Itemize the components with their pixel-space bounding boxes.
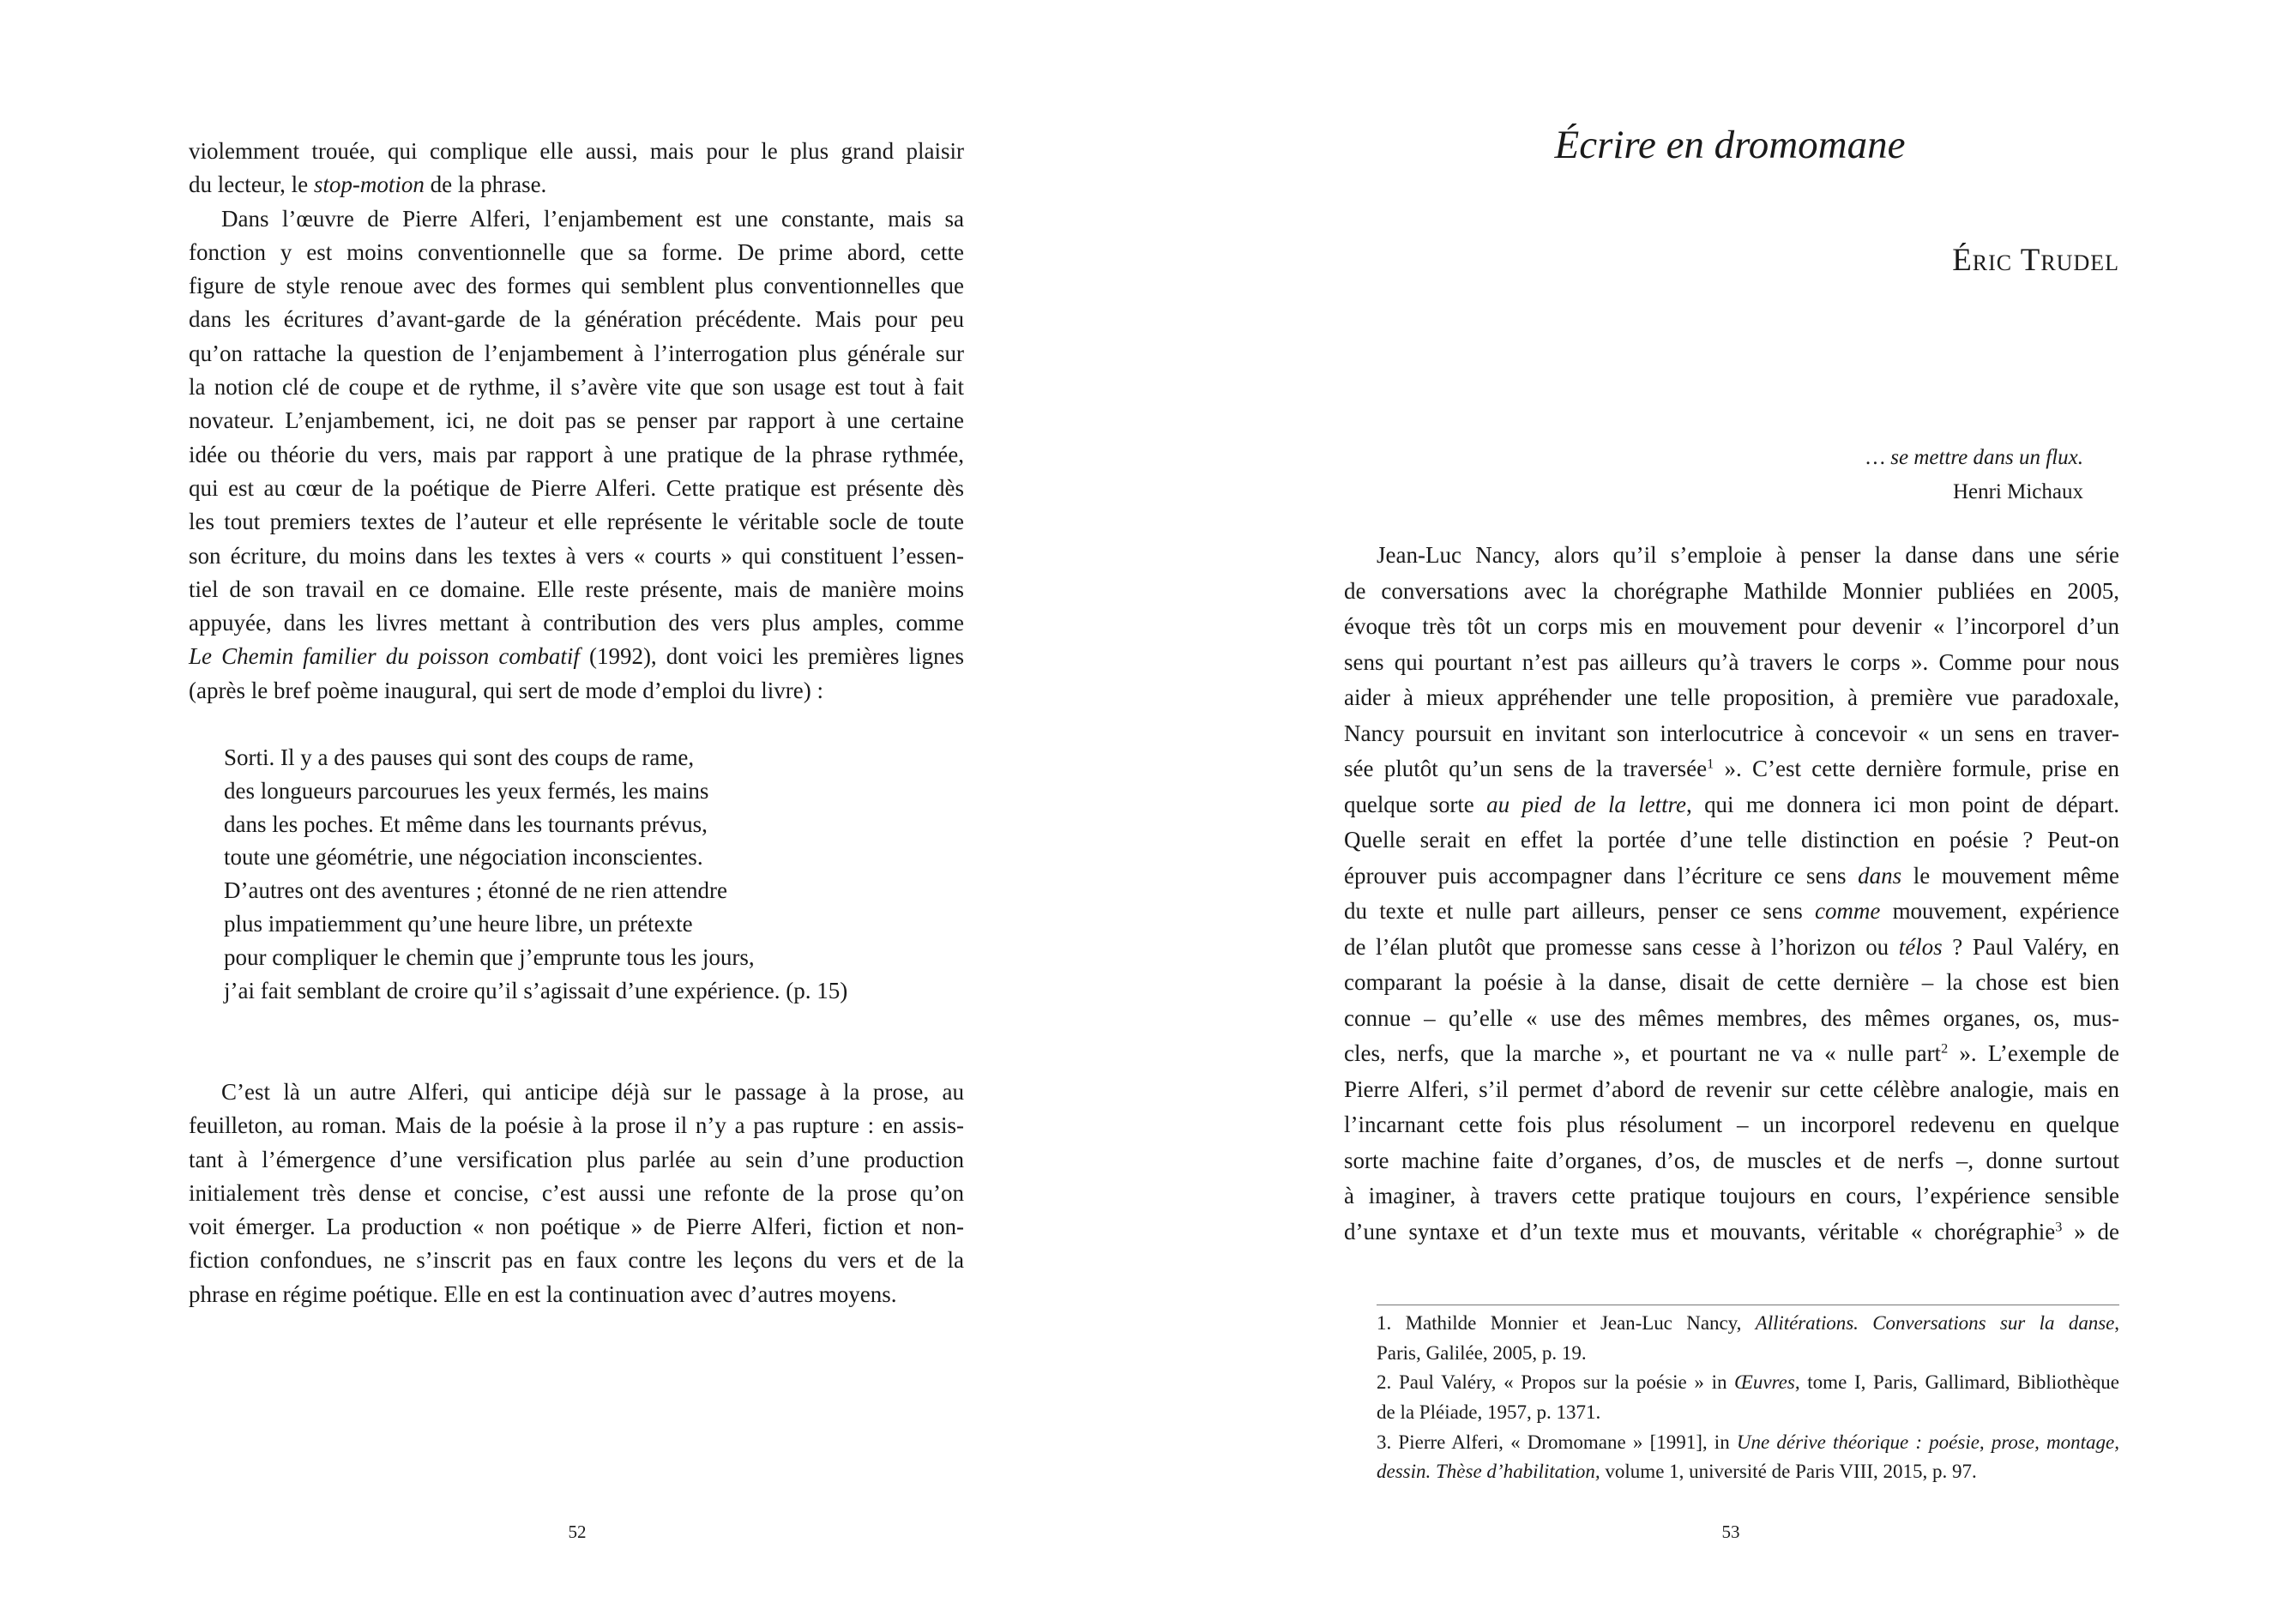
text-run: Sorti. Il y a des pauses qui sont des coups de rame, xyxy=(224,744,695,770)
text-line xyxy=(189,168,964,202)
text-line xyxy=(1344,1214,2119,1250)
text-run: fonction y est moins conventionnelle que sa forme. De prime abord, cette xyxy=(189,238,964,265)
footnote-reference: 3 xyxy=(2055,1218,2063,1234)
text-line xyxy=(1344,823,2119,859)
text-line xyxy=(189,303,964,336)
text-line xyxy=(1344,645,2119,681)
text-run: du lecteur, le xyxy=(189,172,314,198)
text-line xyxy=(224,874,961,907)
text-line xyxy=(189,135,964,168)
text-line xyxy=(189,202,964,236)
text-run: initialement très dense et concise, c’est aussi une refonte de la prose qu’on xyxy=(189,1179,964,1206)
text-line xyxy=(1344,1001,2119,1037)
text-run: de conversations avec la chorégraphe Mathilde Monnier publiées en 2005, xyxy=(1344,577,2119,604)
text-line xyxy=(189,1076,964,1109)
text-run: qui est au cœur de la poétique de Pierre Alferi. Cette pratique est présente dès xyxy=(189,474,964,501)
text-line xyxy=(1344,1072,2119,1108)
text-run: tant à l’émergence d’une versification plus parlée au sein d’une production xyxy=(189,1146,964,1172)
text-run: de la phrase. xyxy=(424,172,547,198)
text-run: » de xyxy=(2062,1218,2119,1244)
paragraph xyxy=(1377,1368,2119,1427)
text-line xyxy=(1344,1036,2119,1072)
footnote-reference: 1 xyxy=(1707,756,1714,772)
paragraph xyxy=(1377,1309,2119,1368)
italic-text: comme xyxy=(1815,898,1881,924)
text-run: son écriture, du moins dans les textes à vers « courts » qui constituent l’essen- xyxy=(189,542,964,569)
epigraph-attribution: Henri Michaux xyxy=(1952,480,2083,503)
text-run: fiction confondues, ne s’inscrit pas en faux contre les leçons du vers et de la xyxy=(189,1247,964,1274)
text-line xyxy=(1344,1178,2119,1214)
text-run: appuyée, dans les livres mettant à contribution des vers plus amples, comme xyxy=(189,610,964,636)
text-run: j’ai fait semblant de croire qu’il s’agissait d’une expérience. (p. 15) xyxy=(224,977,848,1003)
text-run: éprouver puis accompagner dans l’écriture ce sens xyxy=(1344,862,1859,889)
text-run: l’incarnant cette fois plus résolument – un incorporel redevenu en quelque xyxy=(1344,1112,2119,1137)
text-run: de la Pléiade, 1957, p. 1371. xyxy=(1377,1401,1601,1424)
text-line xyxy=(1344,574,2119,610)
text-run: , tome I, Paris, Gallimard, Bibliothèque xyxy=(1794,1371,2119,1394)
epigraph-quote: … se mettre dans un flux. xyxy=(1865,446,2083,469)
text-line xyxy=(1344,859,2119,895)
text-line xyxy=(1344,716,2119,752)
text-run: C’est là un autre Alferi, qui anticipe déjà sur le passage à la prose, au xyxy=(221,1079,964,1105)
text-run: évoque très tôt un corps mis en mouvement pour devenir « l’incorporel d’un xyxy=(1344,613,2119,639)
italic-text: dessin. Thèse d’habilitation, xyxy=(1377,1461,1600,1483)
text-run: aider à mieux appréhender une telle proposition, à première vue paradoxale, xyxy=(1344,684,2119,710)
epigraph xyxy=(1866,441,2083,509)
text-line xyxy=(189,1109,964,1142)
text-run: feuilleton, au roman. Mais de la poésie à la prose il n’y a pas rupture : en assis- xyxy=(189,1112,964,1139)
text-line xyxy=(1344,538,2119,574)
italic-text: au pied de la lettre xyxy=(1486,791,1686,817)
page-number: 52 xyxy=(568,1522,587,1542)
text-line xyxy=(189,236,964,269)
text-line xyxy=(1344,1143,2119,1179)
text-run: novateur. L’enjambement, ici, ne doit pas se penser par rapport à une certaine xyxy=(189,407,964,434)
page-number: 53 xyxy=(1721,1522,1740,1542)
text-line xyxy=(1344,680,2119,716)
text-run: ». L’exemple de xyxy=(1948,1040,2119,1066)
text-line xyxy=(189,606,964,640)
text-run: sens qui pourtant n’est pas ailleurs qu’à travers le corps ». Comme pour nous xyxy=(1344,648,2119,675)
text-line xyxy=(189,337,964,371)
text-line xyxy=(1344,930,2119,966)
text-run: du texte et nulle part ailleurs, penser ce sens xyxy=(1344,898,1816,924)
italic-text: stop-motion xyxy=(313,172,425,198)
text-run: Paris, Galilée, 2005, p. 19. xyxy=(1377,1341,1587,1364)
text-line xyxy=(224,974,961,1008)
text-line xyxy=(1344,965,2119,1001)
italic-text: Une dérive théorique : poésie, prose, montage, xyxy=(1736,1431,2119,1453)
text-line xyxy=(189,1210,964,1244)
paragraph xyxy=(189,202,964,708)
text-line xyxy=(189,573,964,606)
text-run: des longueurs parcourues les yeux fermés, les mains xyxy=(224,777,709,804)
text-line xyxy=(1377,1428,2119,1458)
text-run: pour compliquer le chemin que j’emprunte tous les jours, xyxy=(224,943,755,970)
right-page xyxy=(1148,0,2296,1621)
italic-text: Le Chemin familier du poisson combatif xyxy=(189,643,580,670)
italic-text: Allitérations. Conversations sur la danse xyxy=(1755,1312,2115,1334)
italic-text: dans xyxy=(1858,862,1902,889)
text-run: les tout premiers textes de l’auteur et elle représente le véritable socle de toute xyxy=(189,509,964,535)
text-run: qu’on rattache la question de l’enjambement à l’interrogation plus générale sur xyxy=(189,340,964,366)
italic-text: Œuvres xyxy=(1734,1371,1795,1394)
paragraph xyxy=(1377,1428,2119,1487)
paragraph xyxy=(1344,538,2119,1250)
text-run: ». C’est cette dernière formule, prise en xyxy=(1714,756,2119,781)
text-run: Pierre Alferi, s’il permet d’abord de revenir sur cette célèbre analogie, mais en xyxy=(1344,1076,2119,1102)
text-run: volume 1, université de Paris VIII, 2015, p. 97. xyxy=(1600,1461,1977,1483)
text-run: connue – qu’elle « use des mêmes membres, des mêmes organes, os, mus- xyxy=(1344,1004,2119,1031)
text-run: dans les poches. Et même dans les tournants prévus, xyxy=(224,810,708,837)
text-run: ? Paul Valéry, en xyxy=(1942,933,2120,960)
text-line xyxy=(1344,1107,2119,1143)
paragraph xyxy=(189,1076,964,1311)
text-run: de l’élan plutôt que promesse sans cesse à l’horizon ou xyxy=(1344,933,1899,960)
text-run: voit émerger. La production « non poétique » de Pierre Alferi, fiction et non- xyxy=(189,1214,964,1240)
text-line xyxy=(189,1244,964,1277)
body-text-before-poem xyxy=(189,135,964,708)
text-run: toute une géométrie, une négociation inconscientes. xyxy=(224,844,703,871)
text-run: 1. Mathilde Monnier et Jean-Luc Nancy, xyxy=(1377,1312,1756,1334)
text-line xyxy=(1377,1368,2119,1398)
paragraph xyxy=(189,135,964,202)
text-run: la notion clé de coupe et de rythme, il s’avère vite que son usage est tout à fait xyxy=(189,374,964,401)
text-run: plus impatiemment qu’une heure libre, un prétexte xyxy=(224,910,693,937)
text-run: mouvement, expérience xyxy=(1880,898,2119,924)
text-run: Dans l’œuvre de Pierre Alferi, l’enjambement est une constante, mais sa xyxy=(221,205,964,232)
body-text-after-poem xyxy=(189,1076,964,1311)
text-run: d’une syntaxe et d’un texte mus et mouvants, véritable « chorégraphie xyxy=(1344,1218,2056,1244)
text-line xyxy=(189,438,964,472)
text-run: comparant la poésie à la danse, disait de cette dernière – la chose est bien xyxy=(1344,969,2119,995)
text-run: 2. Paul Valéry, « Propos sur la poésie » in xyxy=(1377,1371,1735,1394)
italic-text: télos xyxy=(1898,933,1943,960)
text-run: cles, nerfs, que la marche », et pourtant ne va « nulle part xyxy=(1344,1040,1942,1066)
footnote-reference: 2 xyxy=(1941,1040,1949,1057)
body-text xyxy=(1344,538,2119,1250)
text-line xyxy=(1344,751,2119,787)
text-run: à imaginer, à travers cette pratique toujours en cours, l’expérience sensible xyxy=(1344,1183,2119,1208)
text-run: dans les écritures d’avant-garde de la génération précédente. Mais pour peu xyxy=(189,306,964,333)
text-line xyxy=(1377,1398,2119,1428)
text-line xyxy=(189,371,964,404)
text-line xyxy=(189,269,964,303)
text-line xyxy=(189,472,964,505)
text-line xyxy=(189,1143,964,1177)
text-run: sorte machine faite d’organes, d’os, de muscles et de nerfs –, donne surtout xyxy=(1344,1147,2119,1173)
text-run: Nancy poursuit en invitant son interlocutrice à concevoir « un sens en traver- xyxy=(1344,720,2119,746)
footnotes xyxy=(1377,1309,2119,1487)
text-line xyxy=(224,941,961,974)
chapter-author: Éric Trudel xyxy=(1952,243,2119,278)
text-line xyxy=(224,808,961,841)
text-line xyxy=(189,539,964,573)
text-run: 3. Pierre Alferi, « Dromomane » [1991], in xyxy=(1377,1431,1737,1453)
text-line xyxy=(1377,1309,2119,1339)
text-run: violemment trouée, qui complique elle aussi, mais pour le plus grand plaisir xyxy=(189,138,964,164)
text-run: (1992), dont voici les premières lignes xyxy=(579,643,964,670)
text-run: Quelle serait en effet la portée d’une telle distinction en poésie ? Peut-on xyxy=(1344,827,2119,853)
text-run: phrase en régime poétique. Elle en est la continuation avec d’autres moyens. xyxy=(189,1281,897,1307)
chapter-title: Écrire en dromomane xyxy=(1554,123,1906,167)
text-line xyxy=(1344,609,2119,645)
text-line xyxy=(224,741,961,774)
text-line xyxy=(224,841,961,874)
text-line xyxy=(1377,1457,2119,1487)
text-line xyxy=(224,907,961,941)
text-run: sée plutôt qu’un sens de la traversée xyxy=(1344,756,1708,781)
text-line xyxy=(189,674,964,708)
text-run: Jean-Luc Nancy, alors qu’il s’emploie à penser la danse dans une série xyxy=(1377,542,2119,568)
text-line xyxy=(1344,894,2119,930)
poem-quotation xyxy=(224,741,961,1007)
text-run: le mouvement même xyxy=(1901,862,2119,889)
text-line xyxy=(1377,1339,2119,1369)
text-run: (après le bref poème inaugural, qui sert de mode d’emploi du livre) : xyxy=(189,677,823,703)
text-line xyxy=(224,774,961,808)
text-line xyxy=(189,1177,964,1210)
text-run: , xyxy=(2114,1312,2119,1334)
text-run: tiel de son travail en ce domaine. Elle reste présente, mais de manière moins xyxy=(189,575,964,602)
text-run: D’autres ont des aventures ; étonné de ne rien attendre xyxy=(224,877,728,904)
text-line xyxy=(189,505,964,539)
text-line xyxy=(189,640,964,673)
text-line xyxy=(189,1278,964,1311)
text-line xyxy=(189,404,964,437)
text-run: figure de style renoue avec des formes qui semblent plus conventionnelles que xyxy=(189,273,964,299)
text-line xyxy=(1344,787,2119,823)
text-run: quelque sorte xyxy=(1344,791,1487,817)
text-run: , qui me donnera ici mon point de départ. xyxy=(1685,791,2119,817)
text-run: idée ou théorie du vers, mais par rapport à une pratique de la phrase rythmée, xyxy=(189,441,964,467)
